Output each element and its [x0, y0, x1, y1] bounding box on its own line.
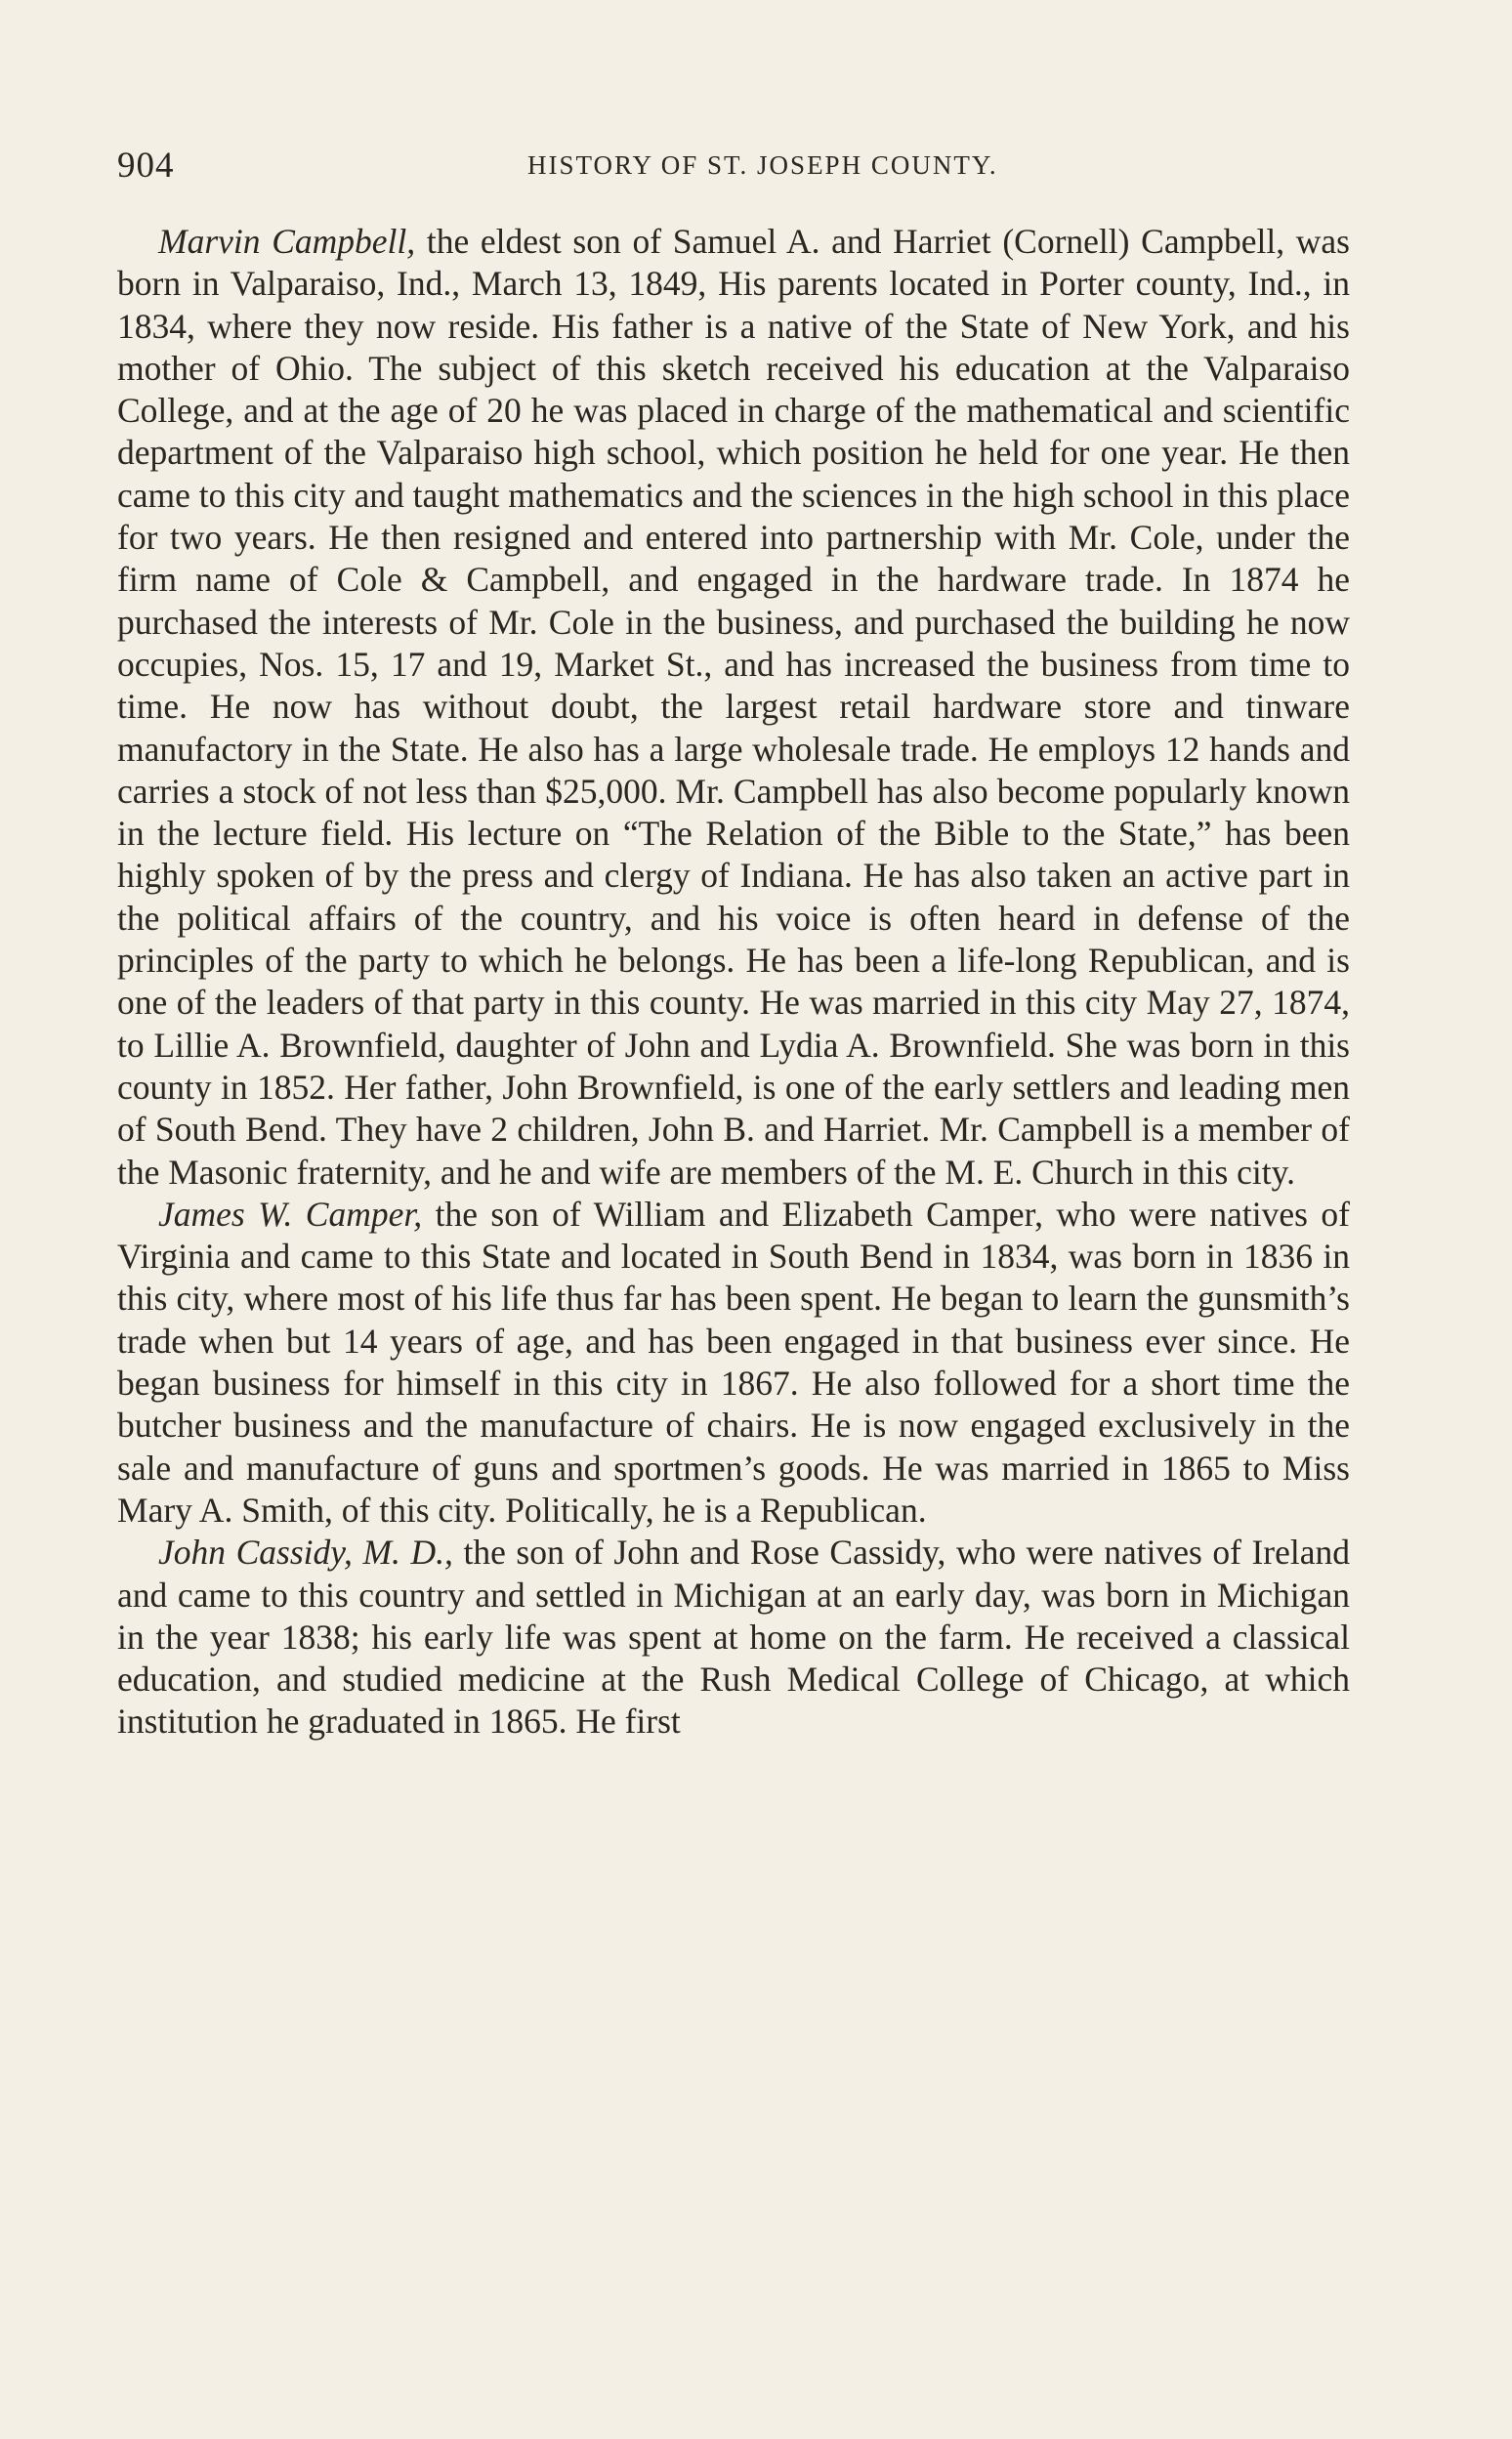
subject-name: James W. Camper,	[158, 1194, 423, 1234]
page-number: 904	[117, 146, 175, 186]
paragraph-text: the son of John and Rose Cassidy, who were natives of Ireland and came to this country and settled in Michigan at an early day, was born in Michigan in the year 1838; his early life was spent at home on the farm. He received a classical education, and studied medicine at the Rush Medical College of Chicago, at which institution he graduated in 1865. He first	[117, 1533, 1350, 1742]
body-text	[117, 221, 1350, 1744]
biography-paragraph-camper	[117, 1194, 1350, 1532]
paragraph-text: the son of William and Elizabeth Camper, who were natives of Virginia and came to this State and located in South Bend in 1834, was born in 1836 in this city, where most of his life thus far has been spent. He began to learn the gunsmith’s trade when but 14 years of age, and has been engaged in that business ever since. He began business for himself in this city in 1867. He also followed for a short time the butcher business and the manufacture of chairs. He is now engaged exclusively in the sale and manufacture of guns and sportmen’s goods. He was married in 1865 to Miss Mary A. Smith, of this city. Politically, he is a Republican.	[117, 1194, 1350, 1530]
biography-paragraph-cassidy	[117, 1532, 1350, 1743]
paragraph-text: the eldest son of Samuel A. and Harriet (Cornell) Campbell, was born in Valparaiso, Ind., March 13, 1849, His parents located in Porter county, Ind., in 1834, where they now reside. His father is a native of the State of New York, and his mother of Ohio. The subject of this sketch received his education at the Valparaiso College, and at the age of 20 he was placed in charge of the mathematical and scientific department of the Valparaiso high school, which position he held for one year. He then came to this city and taught mathematics and the sciences in the high school in this place for two years. He then resigned and entered into partnership with Mr. Cole, under the firm name of Cole & Campbell, and engaged in the hardware trade. In 1874 he purchased the interests of Mr. Cole in the business, and purchased the building he now occupies, Nos. 15, 17 and 19, Market St., and has increased the business from time to time. He now has without doubt, the largest retail hardware store and tinware manufactory in the State. He also has a large wholesale trade. He employs 12 hands and carries a stock of not less than $25,000. Mr. Campbell has also become popularly known in the lecture field. His lecture on “The Relation of the Bible to the State,” has been highly spoken of by the press and clergy of Indiana. He has also taken an active part in the political affairs of the country, and his voice is often heard in defense of the principles of the party to which he belongs. He has been a life-long Republican, and is one of the leaders of that party in this county. He was married in this city May 27, 1874, to Lillie A. Brownfield, daughter of John and Lydia A. Brownfield. She was born in this county in 1852. Her father, John Brownfield, is one of the early settlers and leading men of South Bend. They have 2 children, John B. and Harriet. Mr. Campbell is a member of the Masonic fraternity, and he and wife are members of the M. E. Church in this city.	[117, 222, 1350, 1192]
subject-name: John Cassidy, M. D.,	[158, 1533, 453, 1573]
running-title: HISTORY OF ST. JOSEPH COUNTY.	[527, 150, 998, 180]
biography-paragraph-campbell	[117, 221, 1350, 1194]
page-header	[117, 145, 1350, 193]
subject-name: Marvin Campbell,	[158, 222, 416, 261]
